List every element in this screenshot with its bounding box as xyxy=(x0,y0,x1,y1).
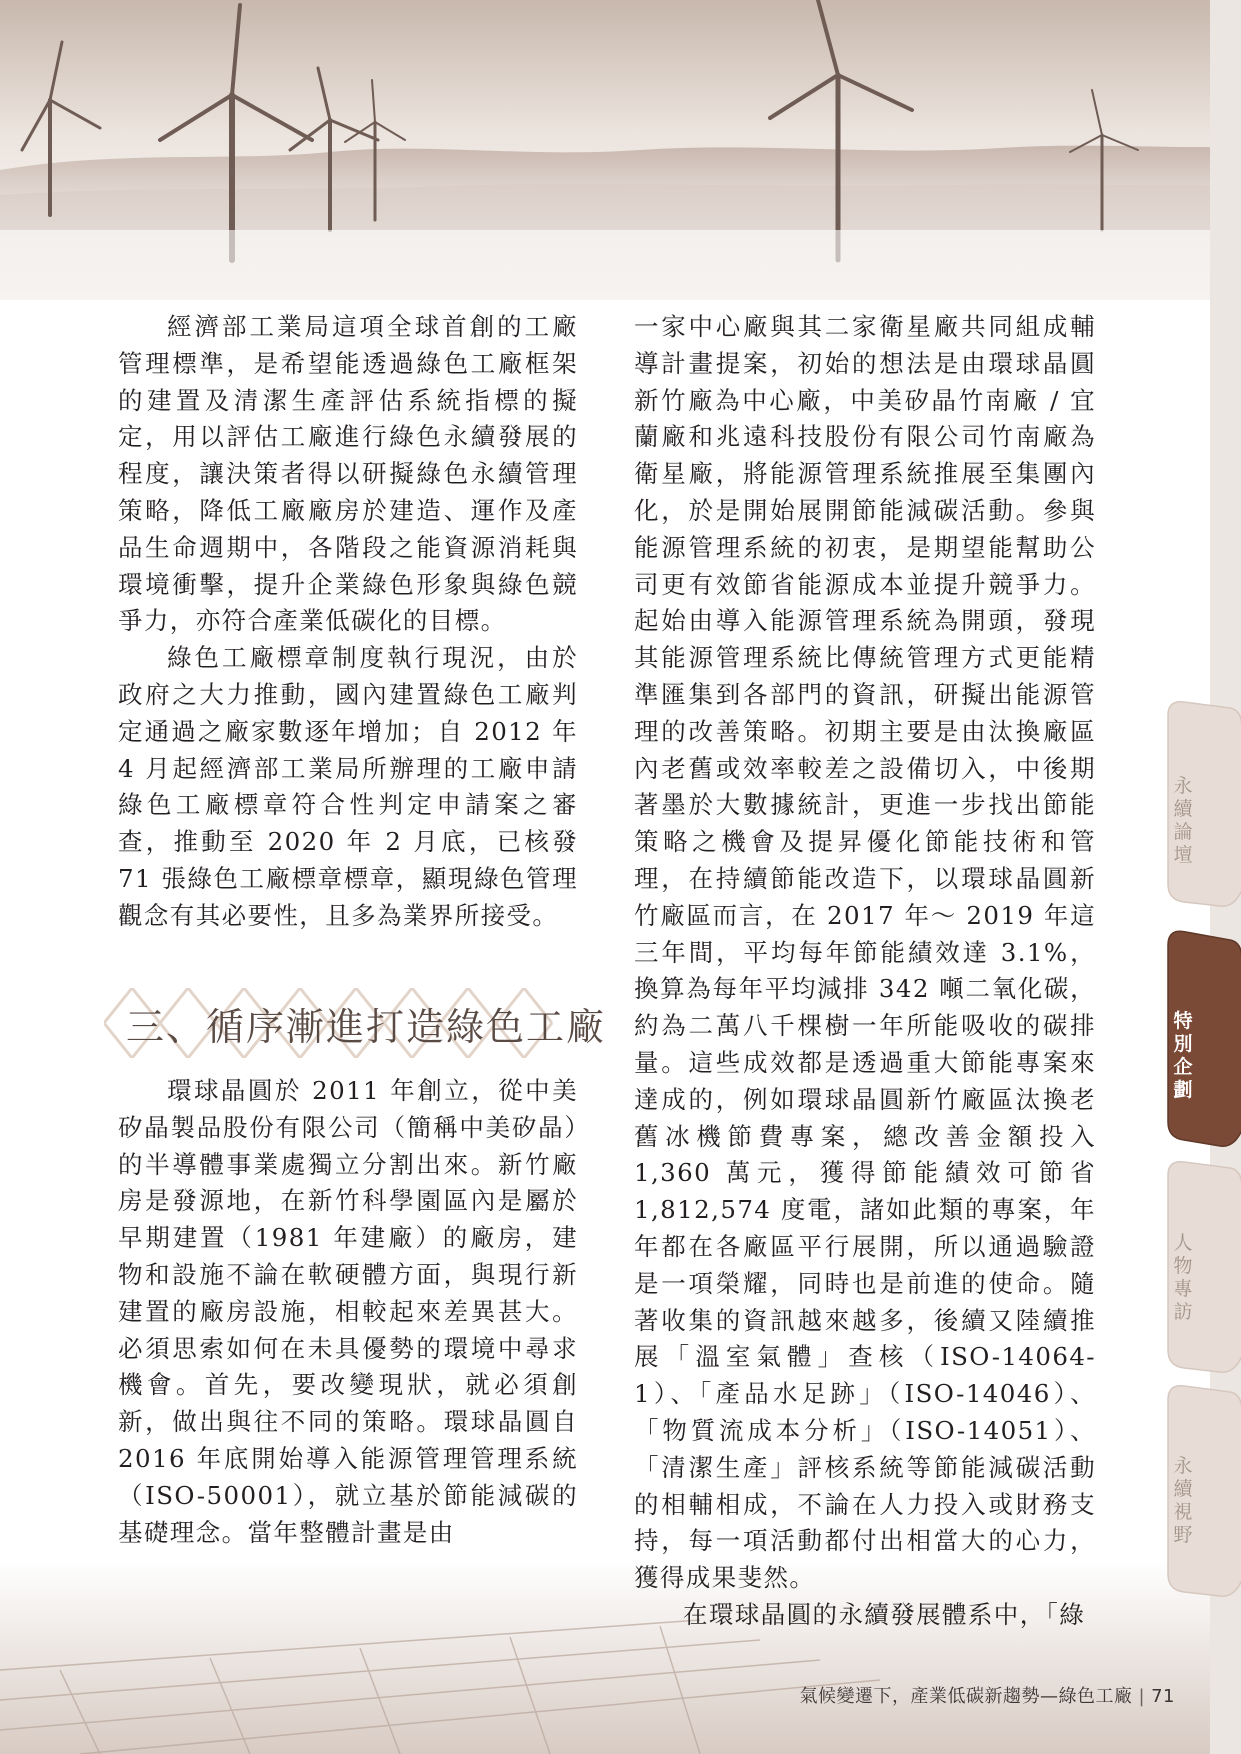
body-text-column-right xyxy=(634,309,1096,1634)
paragraph: 一家中心廠與其二家衛星廠共同組成輔導計畫提案，初始的想法是由環球晶圓新竹廠為中心廠，中美矽晶竹南廠 / 宜蘭廠和兆遠科技股份有限公司竹南廠為衛星廠，將能源管理系統推展至集團內化，於是開始展開節能減碳活動。參與能源管理系統的初衷，是期望能幫助公司更有效節省能源成本並提升競爭力。起始由導入能源管理系統為開頭，發現其能源管理系統比傳統管理方式更能精準匯集到各部門的資訊，研擬出能源管理的改善策略。初期主要是由汰換廠區內老舊或效率較差之設備切入，中後期著墨於大數據統計，更進一步找出節能策略之機會及提昇優化節能技術和管理，在持續節能改造下，以環球晶圓新竹廠區而言，在 2017 年～ 2019 年這三年間，平均每年節能績效達 3.1%，換算為每年平均減排 342 噸二氧化碳，約為二萬八千棵樹一年所能吸收的碳排量。這些成效都是透過重大節能專案來達成的，例如環球晶圓新竹廠區汰換老舊冰機節費專案，總改善金額投入 1,360 萬元，獲得節能績效可節省 1,812,574 度電，諸如此類的專案，年年都在各廠區平行展開，所以通過驗證是一項榮耀，同時也是前進的使命。隨著收集的資訊越來越多，後續又陸續推展「溫室氣體」查核（ISO-14064-1）、「產品水足跡」（ISO-14046）、「物質流成本分析」（ISO-14051）、「清潔生產」評核系統等節能減碳活動的相輔相成，不論在人力投入或財務支持，每一項活動都付出相當大的心力，獲得成果斐然。 xyxy=(634,312,1096,1593)
paragraph: 在環球晶圓的永續發展體系中，「綠 xyxy=(683,1599,1086,1629)
section-heading-text: 三、循序漸進打造綠色工廠 xyxy=(126,1005,607,1049)
body-text-column-left-top xyxy=(118,309,578,935)
section-heading xyxy=(104,988,607,1058)
page-number: 71 xyxy=(1151,1686,1175,1707)
body-text-column-left-bottom xyxy=(118,1073,578,1551)
page-footer xyxy=(800,1682,1175,1708)
paragraph: 環球晶圓於 2011 年創立，從中美矽晶製品股份有限公司（簡稱中美矽晶）的半導體事業處獨立分割出來。新竹廠房是發源地，在新竹科學園區內是屬於早期建置（1981 年建廠）的廠房，建物和設施不論在軟硬體方面，與現行新建置的廠房設施，相較起來差異甚大。必須思索如何在未具優勢的環境中尋求機會。首先，要改變現狀，就必須創新，做出與往不同的策略。環球晶圓自 2016 年底開始導入能源管理管理系統（ISO-50001），就立基於節能減碳的基礎理念。當年整體計畫是由 xyxy=(118,1076,578,1547)
footer-separator: | xyxy=(1138,1686,1146,1707)
tab-special-feature[interactable]: 特 別 企 劃 xyxy=(1173,1010,1193,1101)
paragraph: 綠色工廠標章制度執行現況，由於政府之大力推動，國內建置綠色工廠判定通過之廠家數逐年增加；自 2012 年 4 月起經濟部工業局所辦理的工廠申請綠色工廠標章符合性判定申請案之審查，推動至 2020 年 2 月底，已核發 71 張綠色工廠標章標章，顯現綠色管理觀念有其必要性，且多為業界所接受。 xyxy=(118,643,578,930)
running-title: 氣候變遷下，產業低碳新趨勢—綠色工廠 xyxy=(799,1686,1133,1707)
paragraph: 經濟部工業局這項全球首創的工廠管理標準，是希望能透過綠色工廠框架的建置及清潔生產評估系統指標的擬定，用以評估工廠進行綠色永續發展的程度，讓決策者得以研擬綠色永續管理策略，降低工廠廠房於建造、運作及產品生命週期中，各階段之能資源消耗與環境衝擊，提升企業綠色形象與綠色競爭力，亦符合產業低碳化的目標。 xyxy=(118,312,578,636)
tab-interviews[interactable]: 人 物 專 訪 xyxy=(1173,1232,1193,1323)
tab-sustainability-forum[interactable]: 永 續 論 壇 xyxy=(1173,775,1193,866)
tab-sustainability-vision[interactable]: 永 續 視 野 xyxy=(1173,1455,1193,1546)
wind-turbines-image xyxy=(0,0,1241,300)
